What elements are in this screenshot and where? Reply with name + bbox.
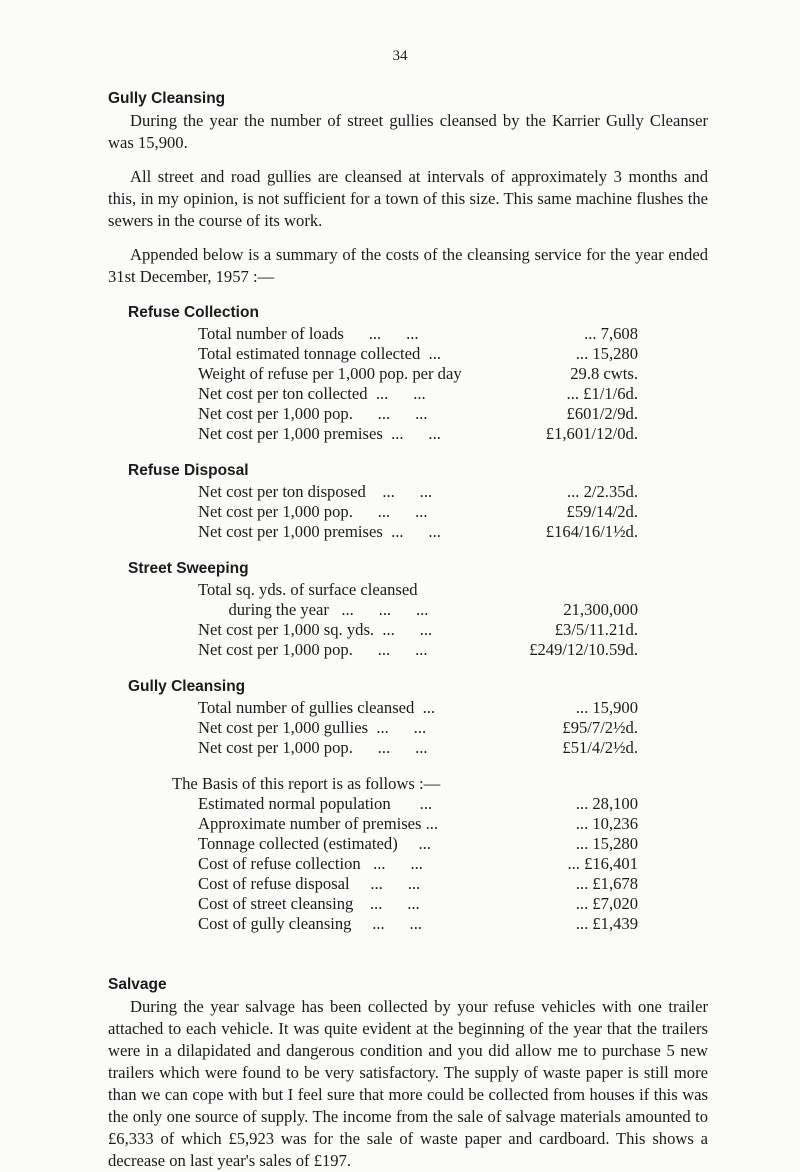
salvage-heading: Salvage bbox=[108, 976, 167, 993]
row-value: £3/5/11.21d. bbox=[554, 620, 638, 639]
row-value: ... 15,280 bbox=[575, 344, 638, 363]
table-row bbox=[198, 522, 638, 542]
table-row bbox=[198, 640, 638, 660]
table-row bbox=[198, 502, 638, 522]
document-body bbox=[108, 88, 708, 1172]
row-label: Net cost per 1,000 sq. yds. ... ... bbox=[198, 620, 433, 639]
row-value: ... £1,439 bbox=[575, 914, 638, 933]
table-row bbox=[198, 874, 638, 894]
salvage-paragraph: During the year salvage has been collected by your refuse vehicles with one trailer attached to each vehicle. It was quite evident at the beginning of the year that the trailers were in a dilapidated and dangerous condition and you did allow me to purchase 5 new trailers which were found to be very satisfactory. The supply of waste paper is still more than we can cope with but I feel sure that more could be collected from houses if this was the only one source of supply. The income from the sale of salvage materials amounted to £6,333 of which £5,923 was for the sale of waste paper and cardboard. This shows a decrease on last year's sales of £197. bbox=[108, 997, 708, 1170]
row-value: 21,300,000 bbox=[563, 600, 638, 619]
table-row bbox=[198, 698, 638, 718]
table-row bbox=[198, 324, 638, 344]
row-value: ... 15,280 bbox=[575, 834, 638, 853]
table-row bbox=[198, 344, 638, 364]
row-value: ... £7,020 bbox=[575, 894, 638, 913]
row-label: Total number of gullies cleansed ... bbox=[198, 698, 436, 717]
paragraph-2: All street and road gullies are cleansed at intervals of approximately 3 months and this, in my opinion, is not sufficient for a town of this size. This same machine flushes the sewers in the course of its work. bbox=[108, 167, 708, 230]
row-value: 29.8 cwts. bbox=[570, 364, 638, 383]
refuse-collection-table bbox=[108, 324, 708, 444]
row-value: ... 15,900 bbox=[575, 698, 638, 717]
row-value: £601/2/9d. bbox=[566, 404, 638, 423]
row-label: Estimated normal population ... bbox=[198, 794, 433, 813]
row-label: Net cost per 1,000 pop. ... ... bbox=[198, 404, 428, 423]
gully-cleansing-heading: Gully Cleansing bbox=[108, 90, 226, 107]
table-row bbox=[198, 854, 638, 874]
row-label: Net cost per ton disposed ... ... bbox=[198, 482, 433, 501]
refuse-disposal-heading: Refuse Disposal bbox=[128, 462, 249, 479]
row-value: ... 28,100 bbox=[575, 794, 638, 813]
table-row bbox=[198, 580, 638, 600]
street-sweeping-heading: Street Sweeping bbox=[128, 560, 249, 577]
row-label: Total number of loads ... ... bbox=[198, 324, 419, 343]
row-label: Total estimated tonnage collected ... bbox=[198, 344, 442, 363]
row-value: £95/7/2½d. bbox=[562, 718, 638, 737]
refuse-collection-heading: Refuse Collection bbox=[128, 304, 259, 321]
row-label: Cost of gully cleansing ... ... bbox=[198, 914, 422, 933]
row-label: Net cost per 1,000 premises ... ... bbox=[198, 424, 441, 443]
row-value: £249/12/10.59d. bbox=[529, 640, 638, 659]
street-sweeping-table bbox=[108, 580, 708, 660]
row-value: £59/14/2d. bbox=[566, 502, 638, 521]
table-row bbox=[198, 404, 638, 424]
gully-cleansing-table bbox=[108, 698, 708, 758]
row-label: Tonnage collected (estimated) ... bbox=[198, 834, 431, 853]
row-value: £1,601/12/0d. bbox=[545, 424, 638, 443]
refuse-disposal-table bbox=[108, 482, 708, 542]
row-value: ... 10,236 bbox=[575, 814, 638, 833]
table-row bbox=[198, 384, 638, 404]
row-value: ... 7,608 bbox=[584, 324, 638, 343]
table-row bbox=[198, 814, 638, 834]
table-row bbox=[198, 738, 638, 758]
table-row bbox=[198, 834, 638, 854]
row-value: ... 2/2.35d. bbox=[567, 482, 638, 501]
paragraph-3: Appended below is a summary of the costs of the cleansing service for the year ended 31st December, 1957 :— bbox=[108, 245, 708, 286]
table-row bbox=[198, 914, 638, 934]
row-value: ... £16,401 bbox=[567, 854, 638, 873]
basis-intro: The Basis of this report is as follows :— bbox=[172, 774, 441, 793]
row-label: during the year ... ... ... bbox=[216, 600, 429, 619]
row-label: Net cost per 1,000 pop. ... ... bbox=[198, 738, 428, 757]
table-row bbox=[198, 718, 638, 738]
row-value: £164/16/1½d. bbox=[545, 522, 638, 541]
gully-cleansing-sub-heading: Gully Cleansing bbox=[128, 678, 246, 695]
basis-table bbox=[108, 794, 708, 934]
row-value: ... £1/1/6d. bbox=[566, 384, 638, 403]
row-label: Net cost per 1,000 premises ... ... bbox=[198, 522, 441, 541]
row-label: Net cost per 1,000 pop. ... ... bbox=[198, 502, 428, 521]
table-row bbox=[198, 364, 638, 384]
table-row bbox=[198, 424, 638, 444]
row-label: Total sq. yds. of surface cleansed bbox=[198, 580, 418, 599]
table-row bbox=[198, 620, 638, 640]
page-number: 34 bbox=[392, 48, 408, 64]
row-label: Approximate number of premises ... bbox=[198, 814, 439, 833]
row-label: Cost of refuse disposal ... ... bbox=[198, 874, 421, 893]
paragraph-1: During the year the number of street gullies cleansed by the Karrier Gully Cleanser was 15,900. bbox=[108, 111, 708, 152]
row-label: Cost of street cleansing ... ... bbox=[198, 894, 420, 913]
row-label: Cost of refuse collection ... ... bbox=[198, 854, 423, 873]
row-value: £51/4/2½d. bbox=[562, 738, 638, 757]
row-label: Net cost per 1,000 pop. ... ... bbox=[198, 640, 428, 659]
table-row bbox=[198, 794, 638, 814]
table-row bbox=[198, 600, 638, 620]
row-value: ... £1,678 bbox=[575, 874, 638, 893]
row-label: Weight of refuse per 1,000 pop. per day bbox=[198, 364, 462, 383]
row-label: Net cost per 1,000 gullies ... ... bbox=[198, 718, 427, 737]
table-row bbox=[198, 894, 638, 914]
table-row bbox=[198, 482, 638, 502]
row-label: Net cost per ton collected ... ... bbox=[198, 384, 426, 403]
